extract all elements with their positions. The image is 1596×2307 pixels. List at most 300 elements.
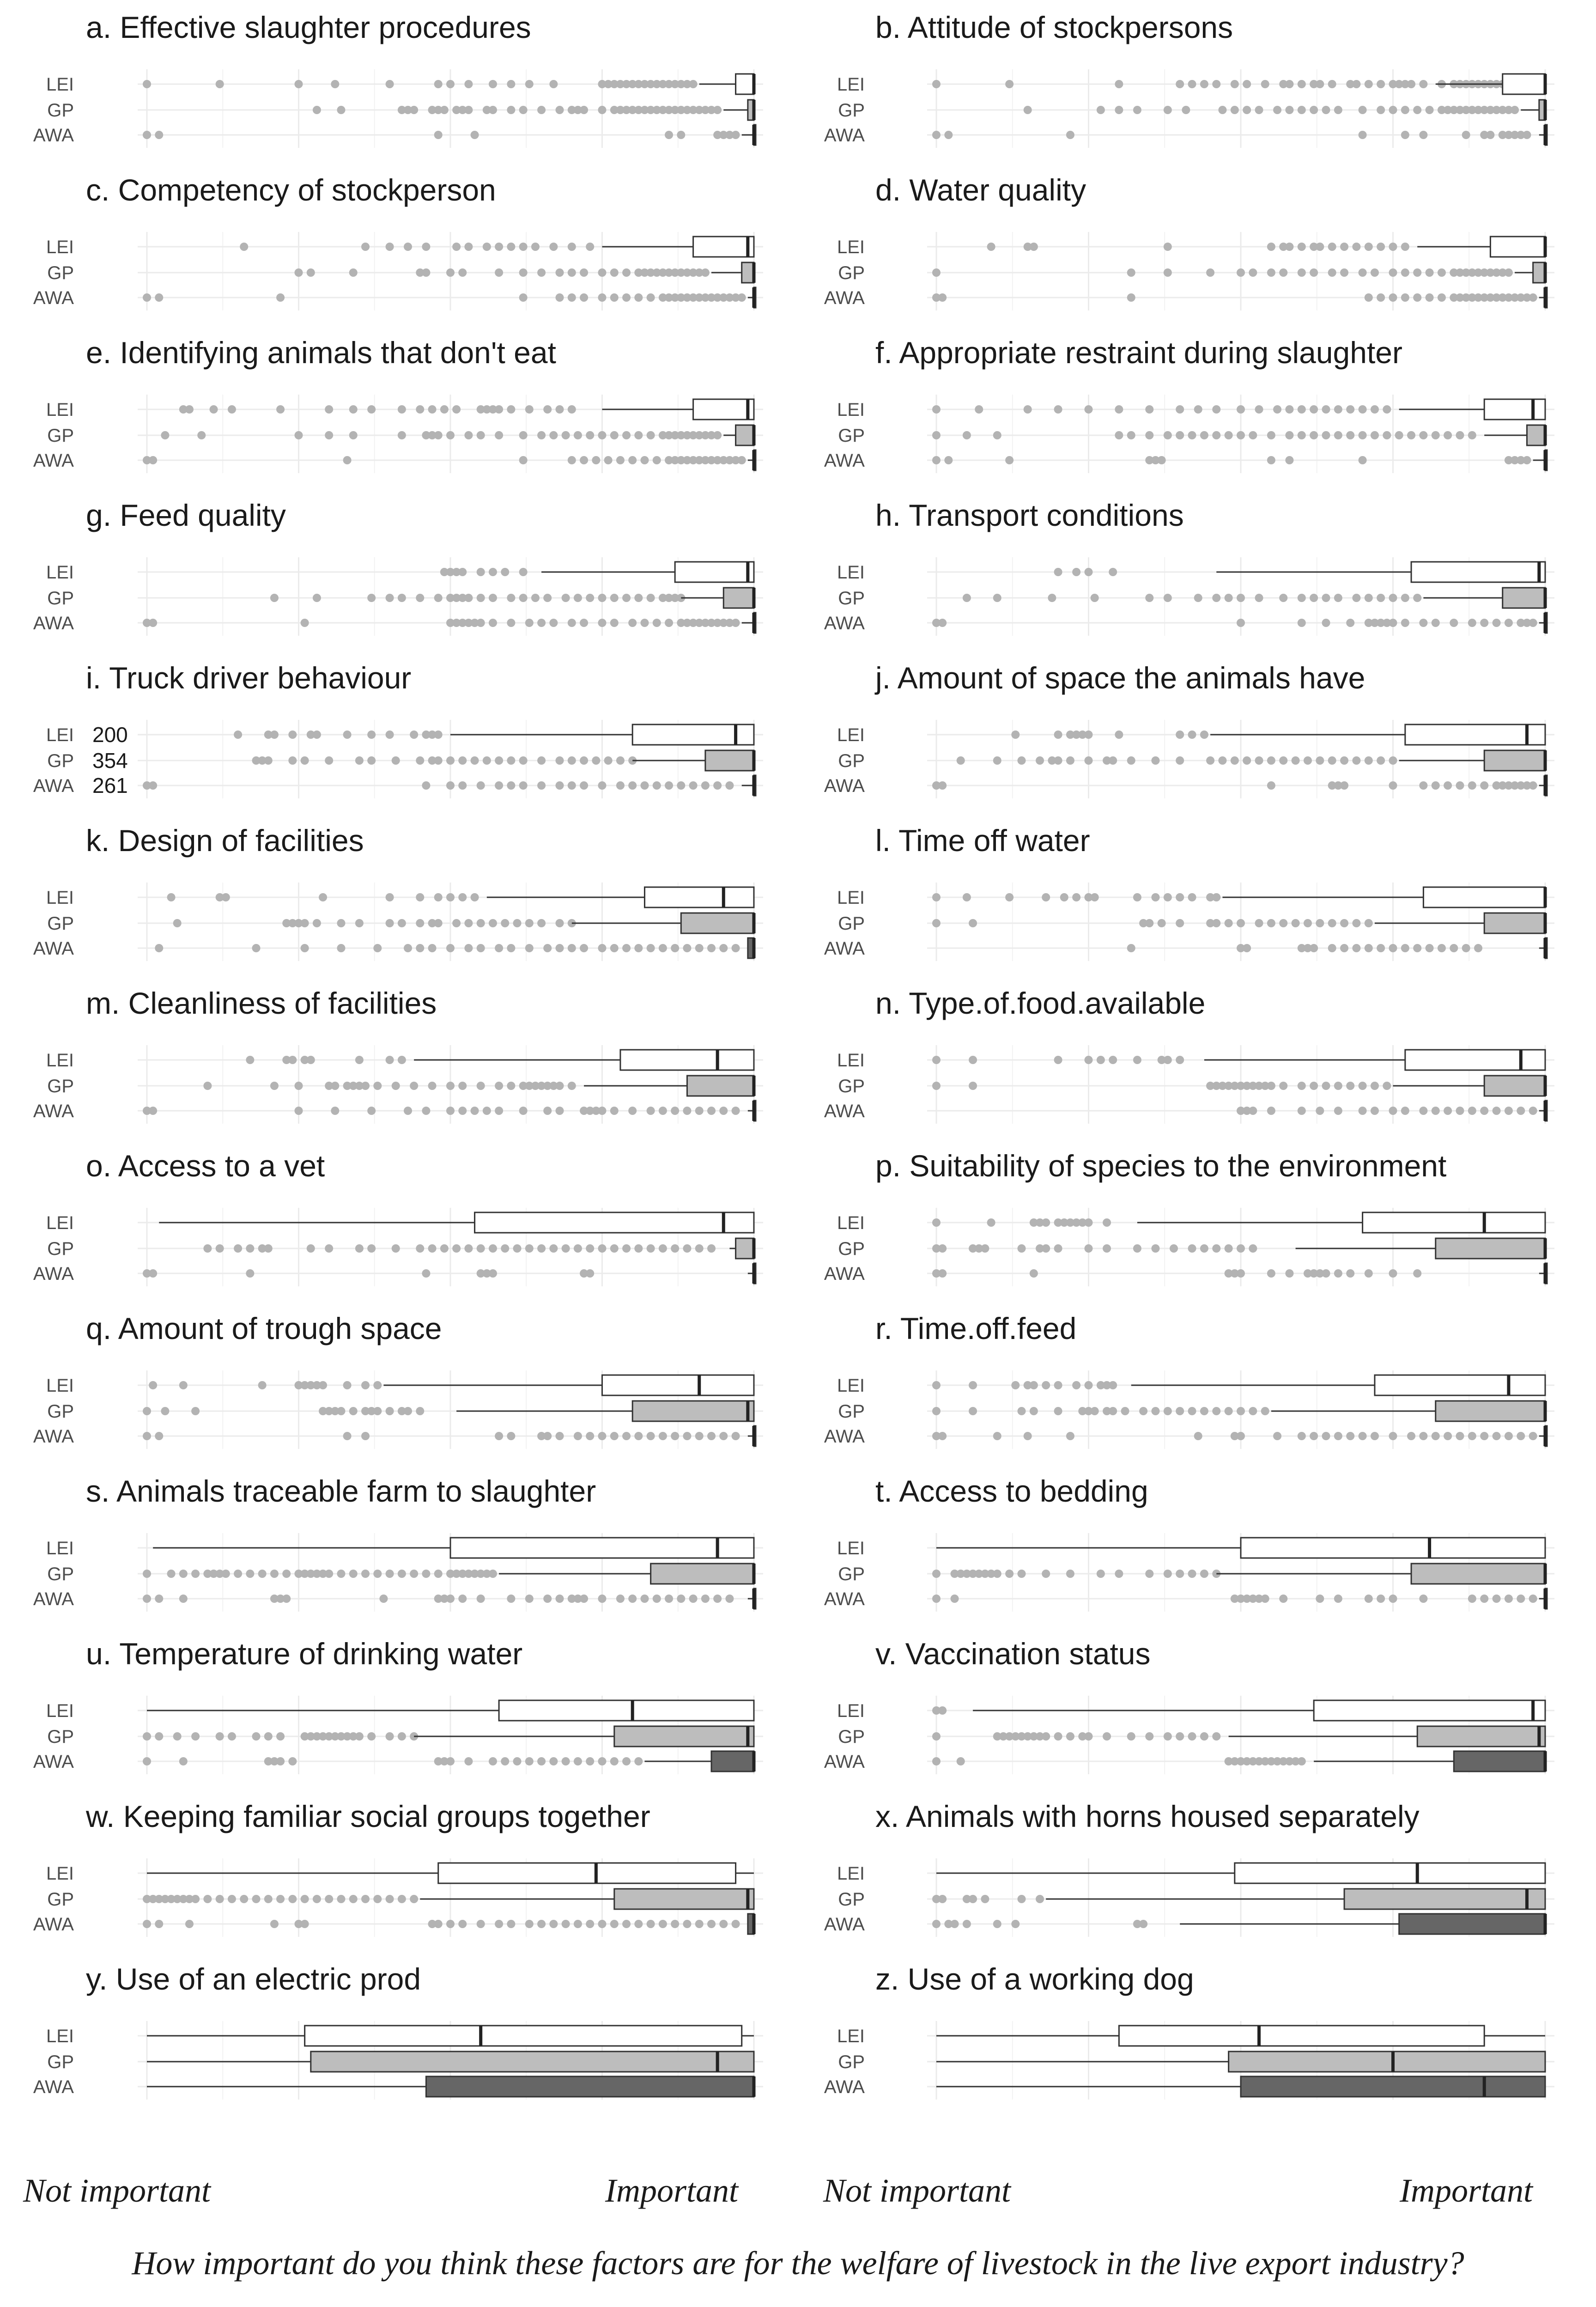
outlier-point [373, 1570, 382, 1578]
outlier-point [1151, 1244, 1159, 1253]
group-label: LEI [837, 725, 865, 745]
group-label: GP [47, 1564, 74, 1584]
outlier-point [392, 756, 400, 765]
outlier-point [1237, 268, 1245, 277]
outlier-point [1085, 1244, 1093, 1253]
outlier-point [1103, 1732, 1111, 1741]
outlier-point [938, 1269, 947, 1278]
outlier-point [1523, 131, 1531, 139]
outlier-point [361, 1895, 370, 1903]
group-label: LEI [46, 1863, 74, 1884]
outlier-point [622, 268, 631, 277]
outlier-point [969, 919, 977, 927]
outlier-point [422, 781, 430, 790]
outlier-point [537, 431, 546, 439]
outlier-point [932, 456, 941, 464]
outlier-point [367, 1732, 376, 1741]
outlier-point [434, 594, 443, 602]
outlier-point [1176, 80, 1184, 88]
outlier-point [1462, 944, 1470, 952]
outlier-point [1054, 730, 1062, 739]
outlier-point [944, 456, 953, 464]
outlier-point [1401, 243, 1409, 251]
box-gp [742, 262, 754, 283]
outlier-point [222, 1570, 230, 1578]
group-label: GP [47, 751, 74, 771]
group-label: GP [47, 913, 74, 934]
outlier-point [1377, 944, 1385, 952]
outlier-point [489, 1244, 497, 1253]
outlier-point [580, 781, 588, 790]
outlier-point [519, 756, 528, 765]
outlier-point [1139, 1920, 1147, 1928]
outlier-point [1316, 243, 1324, 251]
outlier-point [1395, 431, 1403, 439]
outlier-point [1091, 594, 1099, 602]
box-lei [1235, 1863, 1545, 1883]
outlier-point [1322, 619, 1330, 627]
outlier-point [951, 1595, 959, 1603]
outlier-point [1109, 1381, 1117, 1389]
outlier-point [1328, 756, 1336, 765]
outlier-point [191, 1895, 200, 1903]
outlier-point [149, 1269, 157, 1278]
outlier-point [1109, 1056, 1117, 1064]
outlier-point [1005, 893, 1013, 901]
outlier-point [416, 1244, 424, 1253]
outlier-point [598, 781, 607, 790]
outlier-point [1340, 919, 1348, 927]
outlier-point [1194, 594, 1202, 602]
outlier-point [556, 756, 564, 765]
outlier-point [477, 1595, 485, 1603]
outlier-point [1432, 431, 1440, 439]
outlier-point [1413, 106, 1421, 114]
outlier-point [1371, 1107, 1379, 1115]
outlier-point [1352, 944, 1360, 952]
outlier-point [1200, 431, 1208, 439]
outlier-point [1133, 893, 1141, 901]
outlier-point [507, 1082, 515, 1090]
outlier-point [1438, 268, 1446, 277]
outlier-point [975, 405, 983, 414]
outlier-point [1267, 1082, 1275, 1090]
outlier-point [495, 756, 503, 765]
outlier-point [416, 756, 424, 765]
outlier-point [963, 431, 971, 439]
outlier-point [1401, 1107, 1409, 1115]
outlier-point [1334, 1595, 1342, 1603]
panel-title: g. Feed quality [86, 498, 286, 532]
outlier-point [981, 1895, 989, 1903]
outlier-point [1097, 106, 1105, 114]
outlier-point [1097, 1570, 1105, 1578]
outlier-point [373, 1407, 382, 1415]
group-label: AWA [824, 1426, 865, 1447]
outlier-point [495, 781, 503, 790]
outlier-point [969, 1895, 977, 1903]
outlier-point [434, 80, 443, 88]
outlier-point [1328, 80, 1336, 88]
outlier-point [373, 1082, 382, 1090]
outlier-point [337, 106, 345, 114]
outlier-point [337, 944, 345, 952]
outlier-point [1468, 781, 1476, 790]
outlier-point [1316, 919, 1324, 927]
outlier-point [1103, 1244, 1111, 1253]
left-axis-low-label: Not important [23, 2172, 211, 2209]
outlier-point [1334, 1082, 1342, 1090]
outlier-point [574, 1432, 582, 1440]
outlier-point [1176, 405, 1184, 414]
outlier-point [464, 431, 473, 439]
outlier-point [434, 893, 443, 901]
outlier-point [616, 1595, 625, 1603]
box-gp [736, 1238, 754, 1259]
outlier-point [234, 730, 242, 739]
outlier-point [1316, 756, 1324, 765]
outlier-point [1377, 594, 1385, 602]
outlier-point [1389, 944, 1397, 952]
outlier-point [477, 619, 485, 627]
outlier-point [355, 1056, 364, 1064]
outlier-point [1261, 80, 1269, 88]
outlier-point [525, 1595, 534, 1603]
outlier-point [701, 268, 710, 277]
group-label: AWA [824, 288, 865, 308]
outlier-point [1346, 1082, 1354, 1090]
outlier-point [398, 1732, 406, 1741]
outlier-point [1377, 80, 1385, 88]
outlier-point [167, 1570, 176, 1578]
outlier-point [1279, 1082, 1287, 1090]
outlier-point [562, 1757, 570, 1765]
outlier-point [689, 1595, 698, 1603]
box-gp [1484, 1076, 1545, 1096]
outlier-point [1018, 1570, 1026, 1578]
outlier-point [276, 293, 285, 302]
outlier-point [325, 1244, 333, 1253]
outlier-point [932, 893, 941, 901]
box-lei [1405, 724, 1545, 745]
outlier-point [1450, 619, 1458, 627]
outlier-point [993, 431, 1001, 439]
outlier-point [598, 106, 607, 114]
outlier-point [313, 919, 321, 927]
outlier-point [428, 1244, 437, 1253]
outlier-point [1328, 243, 1336, 251]
outlier-point [1419, 1107, 1427, 1115]
outlier-point [464, 594, 473, 602]
outlier-point [440, 405, 449, 414]
outlier-point [1054, 1244, 1062, 1253]
box-gp [705, 750, 754, 771]
outlier-point [1377, 293, 1385, 302]
outlier-point [1158, 919, 1166, 927]
outlier-point [434, 431, 443, 439]
outlier-point [598, 619, 607, 627]
outlier-point [556, 1107, 564, 1115]
outlier-point [1401, 268, 1409, 277]
outlier-point [659, 944, 667, 952]
outlier-point [313, 1895, 321, 1903]
group-label: GP [838, 1076, 865, 1096]
outlier-point [993, 1432, 1001, 1440]
outlier-point [434, 919, 443, 927]
outlier-point [653, 781, 661, 790]
group-label: GP [838, 913, 865, 934]
outlier-point [598, 594, 607, 602]
outlier-point [1194, 405, 1202, 414]
outlier-point [1340, 781, 1348, 790]
box-gp [1411, 1564, 1545, 1584]
outlier-point [671, 1920, 679, 1928]
outlier-point [519, 781, 528, 790]
outlier-point [556, 1082, 564, 1090]
outlier-point [489, 568, 497, 576]
outlier-point [1389, 243, 1397, 251]
outlier-point [1426, 268, 1434, 277]
outlier-point [161, 431, 169, 439]
outlier-point [495, 1920, 503, 1928]
outlier-point [143, 1570, 151, 1578]
outlier-point [1365, 1269, 1373, 1278]
outlier-point [1182, 106, 1190, 114]
outlier-point [1237, 1244, 1245, 1253]
outlier-point [1261, 1407, 1269, 1415]
panel-20 [824, 1474, 1554, 1612]
outlier-point [543, 594, 552, 602]
group-label: LEI [837, 74, 865, 95]
outlier-point [707, 944, 716, 952]
outlier-point [1249, 431, 1257, 439]
outlier-point [1249, 1407, 1257, 1415]
outlier-point [398, 1570, 406, 1578]
outlier-point [1389, 1595, 1397, 1603]
outlier-point [155, 131, 163, 139]
outlier-point [604, 456, 613, 464]
outlier-point [568, 456, 576, 464]
outlier-point [301, 1895, 309, 1903]
outlier-point [969, 1407, 977, 1415]
outlier-point [969, 1381, 977, 1389]
outlier-point [1030, 1407, 1038, 1415]
outlier-point [519, 594, 528, 602]
outlier-point [1011, 730, 1019, 739]
outlier-point [1389, 594, 1397, 602]
outlier-point [1249, 1244, 1257, 1253]
outlier-point [228, 1895, 236, 1903]
outlier-point [301, 919, 309, 927]
box-awa [711, 1751, 754, 1771]
outlier-point [1468, 1107, 1476, 1115]
outlier-point [1413, 268, 1421, 277]
outlier-point [647, 1244, 655, 1253]
outlier-point [295, 80, 303, 88]
outlier-point [288, 756, 297, 765]
outlier-point [1426, 106, 1434, 114]
outlier-point [1005, 456, 1013, 464]
outlier-point [1438, 944, 1446, 952]
outlier-point [458, 1920, 467, 1928]
outlier-point [1091, 1407, 1099, 1415]
outlier-point [155, 1732, 163, 1741]
outlier-point [477, 594, 485, 602]
outlier-point [1285, 80, 1293, 88]
outlier-point [938, 781, 947, 790]
panel-title: q. Amount of trough space [86, 1311, 442, 1345]
outlier-point [969, 1082, 977, 1090]
outlier-point [628, 1595, 637, 1603]
outlier-point [331, 1082, 339, 1090]
outlier-point [1529, 1432, 1537, 1440]
panel-title: m. Cleanliness of facilities [86, 986, 437, 1020]
group-label: GP [47, 1727, 74, 1747]
outlier-point [1371, 405, 1379, 414]
outlier-point [276, 1757, 285, 1765]
outlier-point [634, 1920, 643, 1928]
outlier-point [301, 756, 309, 765]
outlier-point [464, 919, 473, 927]
outlier-point [647, 944, 655, 952]
outlier-point [1371, 268, 1379, 277]
outlier-point [398, 431, 406, 439]
outlier-point [1066, 756, 1074, 765]
outlier-point [1085, 1218, 1093, 1227]
outlier-point [732, 1432, 740, 1440]
outlier-point [622, 431, 631, 439]
outlier-point [1085, 405, 1093, 414]
outlier-point [993, 594, 1001, 602]
box-awa [1454, 1751, 1545, 1771]
box-lei [438, 1863, 736, 1883]
outlier-point [185, 405, 194, 414]
outlier-point [361, 1432, 370, 1440]
outlier-point [295, 1082, 303, 1090]
outlier-point [1176, 730, 1184, 739]
box-lei [475, 1212, 754, 1233]
outlier-point [969, 1056, 977, 1064]
outlier-point [185, 1920, 194, 1928]
outlier-point [1285, 456, 1293, 464]
outlier-point [1164, 1570, 1172, 1578]
outlier-point [489, 619, 497, 627]
outlier-point [1115, 431, 1123, 439]
outlier-point [1365, 944, 1373, 952]
outlier-point [203, 1082, 212, 1090]
panel-title: c. Competency of stockperson [86, 173, 496, 207]
outlier-point [1115, 405, 1123, 414]
outlier-point [634, 944, 643, 952]
outlier-point [610, 1107, 619, 1115]
outlier-point [458, 1595, 467, 1603]
outlier-point [1237, 1432, 1245, 1440]
outlier-point [1127, 268, 1135, 277]
outlier-point [537, 919, 546, 927]
outlier-point [386, 1056, 394, 1064]
outlier-point [665, 619, 673, 627]
outlier-point [1176, 431, 1184, 439]
outlier-point [1255, 919, 1263, 927]
outlier-point [1127, 756, 1135, 765]
outlier-point [1085, 1056, 1093, 1064]
outlier-point [932, 1595, 941, 1603]
panel-18 [824, 1311, 1554, 1449]
outlier-point [422, 1269, 430, 1278]
outlier-point [1389, 106, 1397, 114]
outlier-point [203, 1244, 212, 1253]
outlier-point [349, 1895, 358, 1903]
outlier-point [671, 1107, 679, 1115]
outlier-point [507, 594, 515, 602]
outlier-point [155, 1595, 163, 1603]
outlier-point [556, 1595, 564, 1603]
panel-7 [33, 498, 763, 636]
box-gp [1484, 750, 1545, 771]
panel-13 [33, 986, 763, 1124]
outlier-point [1030, 1269, 1038, 1278]
outlier-point [957, 756, 965, 765]
panel-title: f. Appropriate restraint during slaughter [875, 335, 1402, 370]
outlier-point [1042, 1218, 1050, 1227]
outlier-point [1493, 1595, 1501, 1603]
outlier-point [1054, 1381, 1062, 1389]
outlier-point [507, 80, 515, 88]
outlier-point [495, 944, 503, 952]
outlier-point [1188, 730, 1196, 739]
outlier-point [640, 1595, 649, 1603]
outlier-point [1346, 1432, 1354, 1440]
group-label: LEI [46, 888, 74, 908]
outlier-point [1030, 243, 1038, 251]
outlier-point [580, 619, 588, 627]
left-axis-high-label: Important [605, 2172, 738, 2209]
outlier-point [1024, 1432, 1032, 1440]
outlier-point [1018, 1407, 1026, 1415]
box-lei [1241, 1538, 1545, 1558]
outlier-point [191, 1732, 200, 1741]
outlier-point [325, 1570, 333, 1578]
group-label: AWA [33, 613, 74, 633]
outlier-point [598, 1432, 607, 1440]
outlier-point [1310, 431, 1318, 439]
group-label: LEI [837, 1050, 865, 1071]
outlier-point [1316, 80, 1324, 88]
outlier-point [598, 431, 607, 439]
outlier-point [288, 1056, 297, 1064]
outlier-point [367, 756, 376, 765]
group-label: AWA [824, 1752, 865, 1772]
outlier-point [477, 568, 485, 576]
outlier-point [495, 268, 503, 277]
outlier-point [543, 1432, 552, 1440]
outlier-point [483, 756, 491, 765]
outlier-point [1261, 1595, 1269, 1603]
group-label: AWA [33, 1426, 74, 1447]
outlier-point [446, 80, 455, 88]
outlier-point [932, 1757, 941, 1765]
outlier-point [616, 781, 625, 790]
outlier-point [1389, 781, 1397, 790]
outlier-point [507, 944, 515, 952]
outlier-point [963, 594, 971, 602]
outlier-point [361, 243, 370, 251]
box-gp [736, 425, 754, 445]
outlier-point [1426, 944, 1434, 952]
figure-caption: How important do you think these factors are for the welfare of livestock in the live export industry? [132, 2245, 1464, 2282]
outlier-point [1212, 919, 1220, 927]
outlier-point [1517, 1595, 1525, 1603]
